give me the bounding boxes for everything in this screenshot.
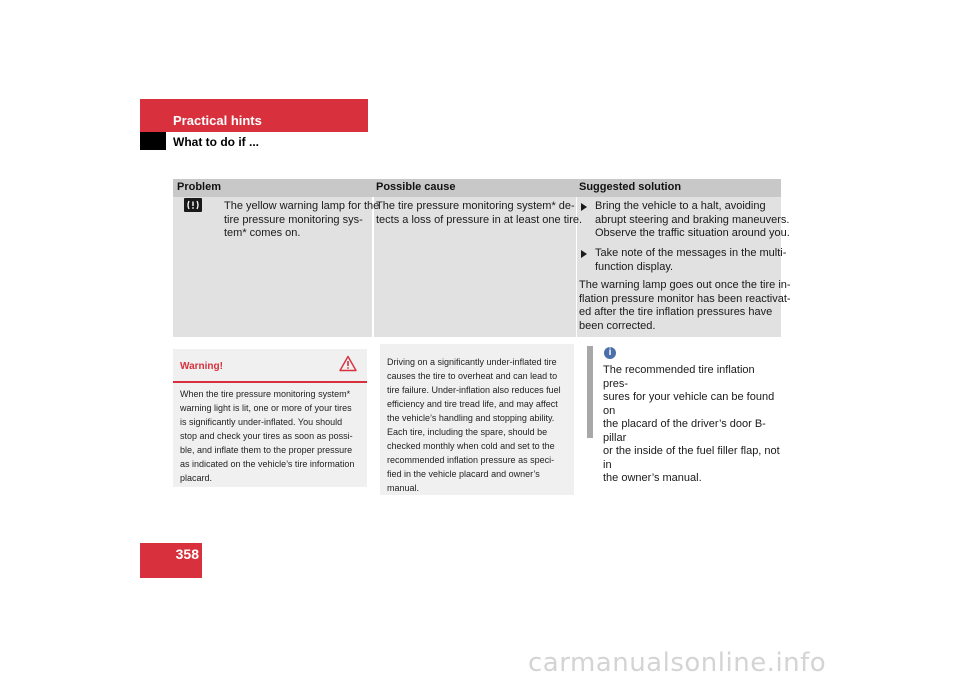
page-number: 358: [175, 546, 199, 562]
info-sidebar-bar: [587, 346, 593, 438]
column-header-problem: Problem: [177, 181, 222, 193]
tire-pressure-warning-lamp-icon: [184, 198, 202, 212]
warning-title: Warning!: [180, 361, 223, 372]
info-text: The recommended tire inflation pres- sures for your vehicle can be found on the placard of the driver’s door B-pillar or the inside of the fuel filler flap, not in the owner’s manual.: [603, 364, 780, 484]
info-icon: i: [604, 347, 616, 359]
section-title: Practical hints: [173, 113, 262, 128]
bullet-arrow-icon: [581, 203, 587, 211]
column-header-solution: Suggested solution: [579, 181, 682, 193]
solution-note: The warning lamp goes out once the tire in- flation pressure monitor has been reactivat- ed after the tire inflation pressures have been corrected.: [579, 279, 791, 332]
underinflation-note-text: Driving on a significantly under-inflated tire causes the tire to overheat and can lead to tire failure. Under-inflation also reduces fuel efficiency and tire tread life, and may affect the vehicle’s handling and stopping ability. Each tire, including the spare, should be checked monthly when cold and set to the recommended inflation pressure as speci- fied in the vehicle placard and owner’s manual.: [387, 357, 561, 493]
solution-step-2: Take note of the messages in the multi- function display.: [595, 247, 787, 273]
problem-text: The yellow warning lamp for the tire pressure monitoring sys- tem* comes on.: [224, 200, 380, 239]
solution-step-1: Bring the vehicle to a halt, avoiding abrupt steering and braking maneuvers. Observe the traffic situation around you.: [595, 200, 790, 239]
section-subtitle: What to do if ...: [173, 135, 259, 149]
warning-triangle-icon: [339, 355, 357, 377]
watermark: carmanualsonline.info: [528, 648, 827, 678]
table-header: [173, 179, 781, 197]
column-header-cause: Possible cause: [376, 181, 456, 193]
warning-text: When the tire pressure monitoring system* warning light is lit, one or more of your tires is significantly under-inflated. You should stop and check your tires as soon as possi- ble, and inflate them to the proper pressure as indicated on the vehicle’s tire information placard.: [180, 389, 355, 483]
cause-text: The tire pressure monitoring system* de- tects a loss of pressure in at least one tire.: [376, 200, 583, 226]
section-header-marker: [140, 132, 166, 150]
bullet-arrow-icon: [581, 250, 587, 258]
